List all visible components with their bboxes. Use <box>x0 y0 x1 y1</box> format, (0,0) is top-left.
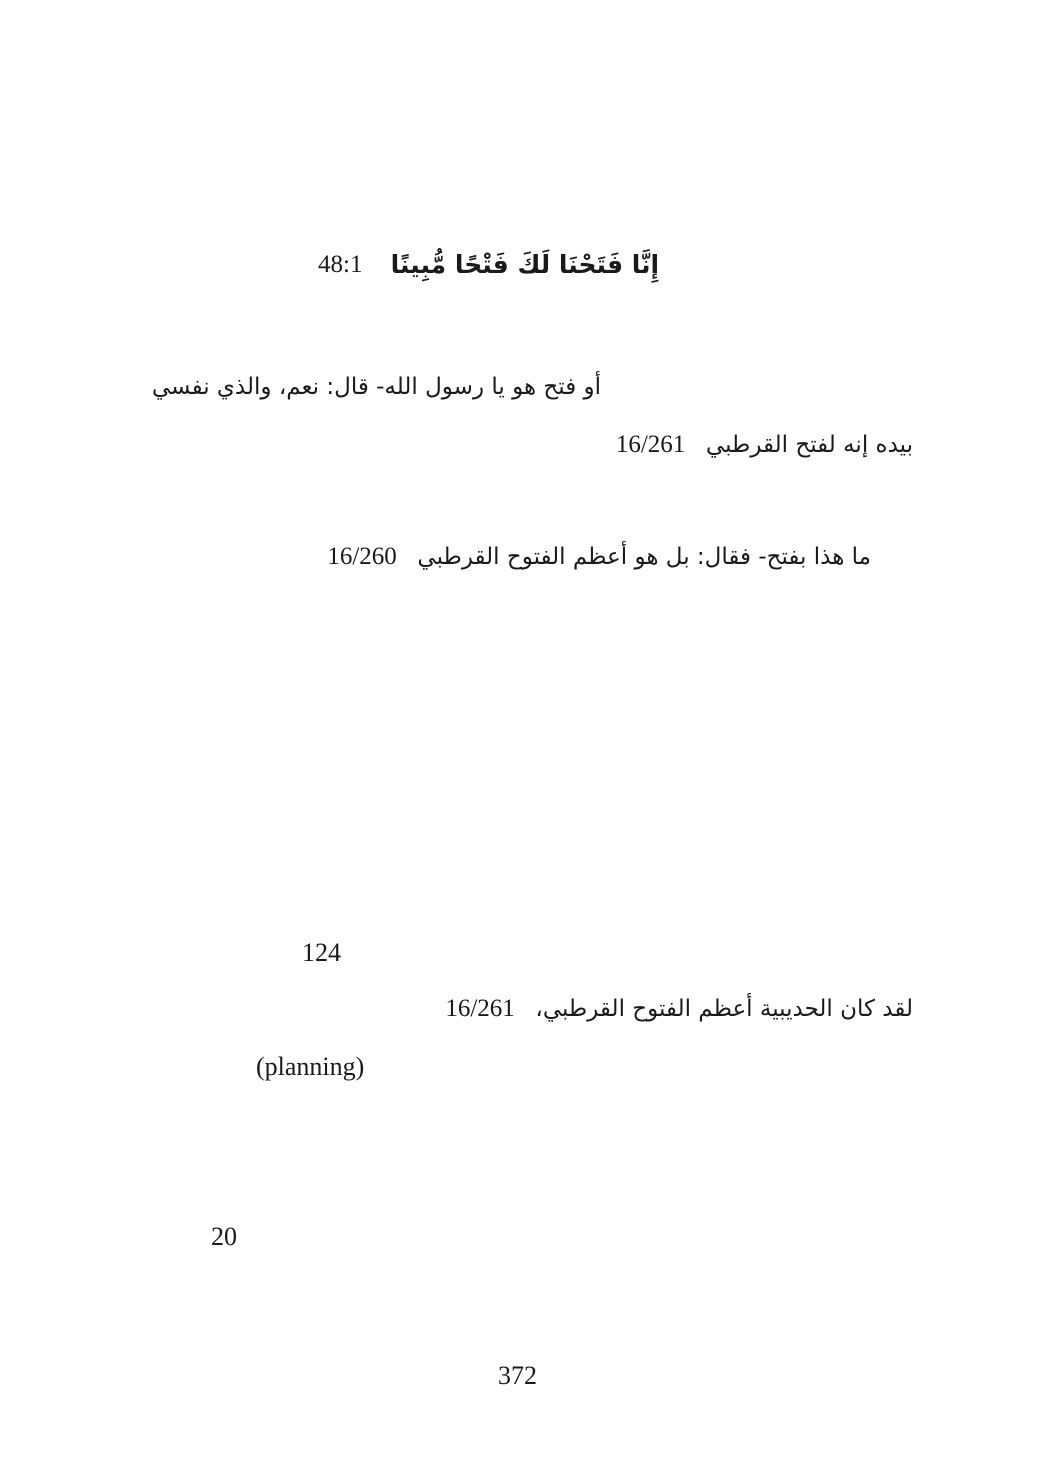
planning-term: (planning) <box>256 1052 365 1081</box>
citation-ref: 16/261 <box>445 995 515 1022</box>
paragraph1-line2 <box>616 432 913 457</box>
verse-text: إِنَّا فَتَحْنَا لَكَ فَتْحًا مُّبِينًا <box>390 250 660 279</box>
page-number: 372 <box>498 1361 537 1390</box>
citation-ref: 16/260 <box>327 543 397 570</box>
footnote-marker-124: 124 <box>302 938 341 967</box>
verse-reference: 48:1 <box>318 251 363 278</box>
citation-text: ما هذا بفتح- فقال: بل هو أعظم الفتوح القرطبي <box>417 544 871 570</box>
quran-verse-line <box>318 252 659 288</box>
citation-text: لقد كان الحديبية أعظم الفتوح القرطبي، <box>535 996 913 1022</box>
paragraph3-line <box>445 996 913 1021</box>
citation-text: بيده إنه لفتح القرطبي <box>705 432 913 458</box>
paragraph1-line1: أو فتح هو يا رسول الله- قال: نعم، والذي نفسي <box>151 374 601 400</box>
citation-ref: 16/261 <box>615 431 686 458</box>
paragraph2-line <box>327 544 871 569</box>
footnote-marker-20: 20 <box>211 1222 237 1251</box>
